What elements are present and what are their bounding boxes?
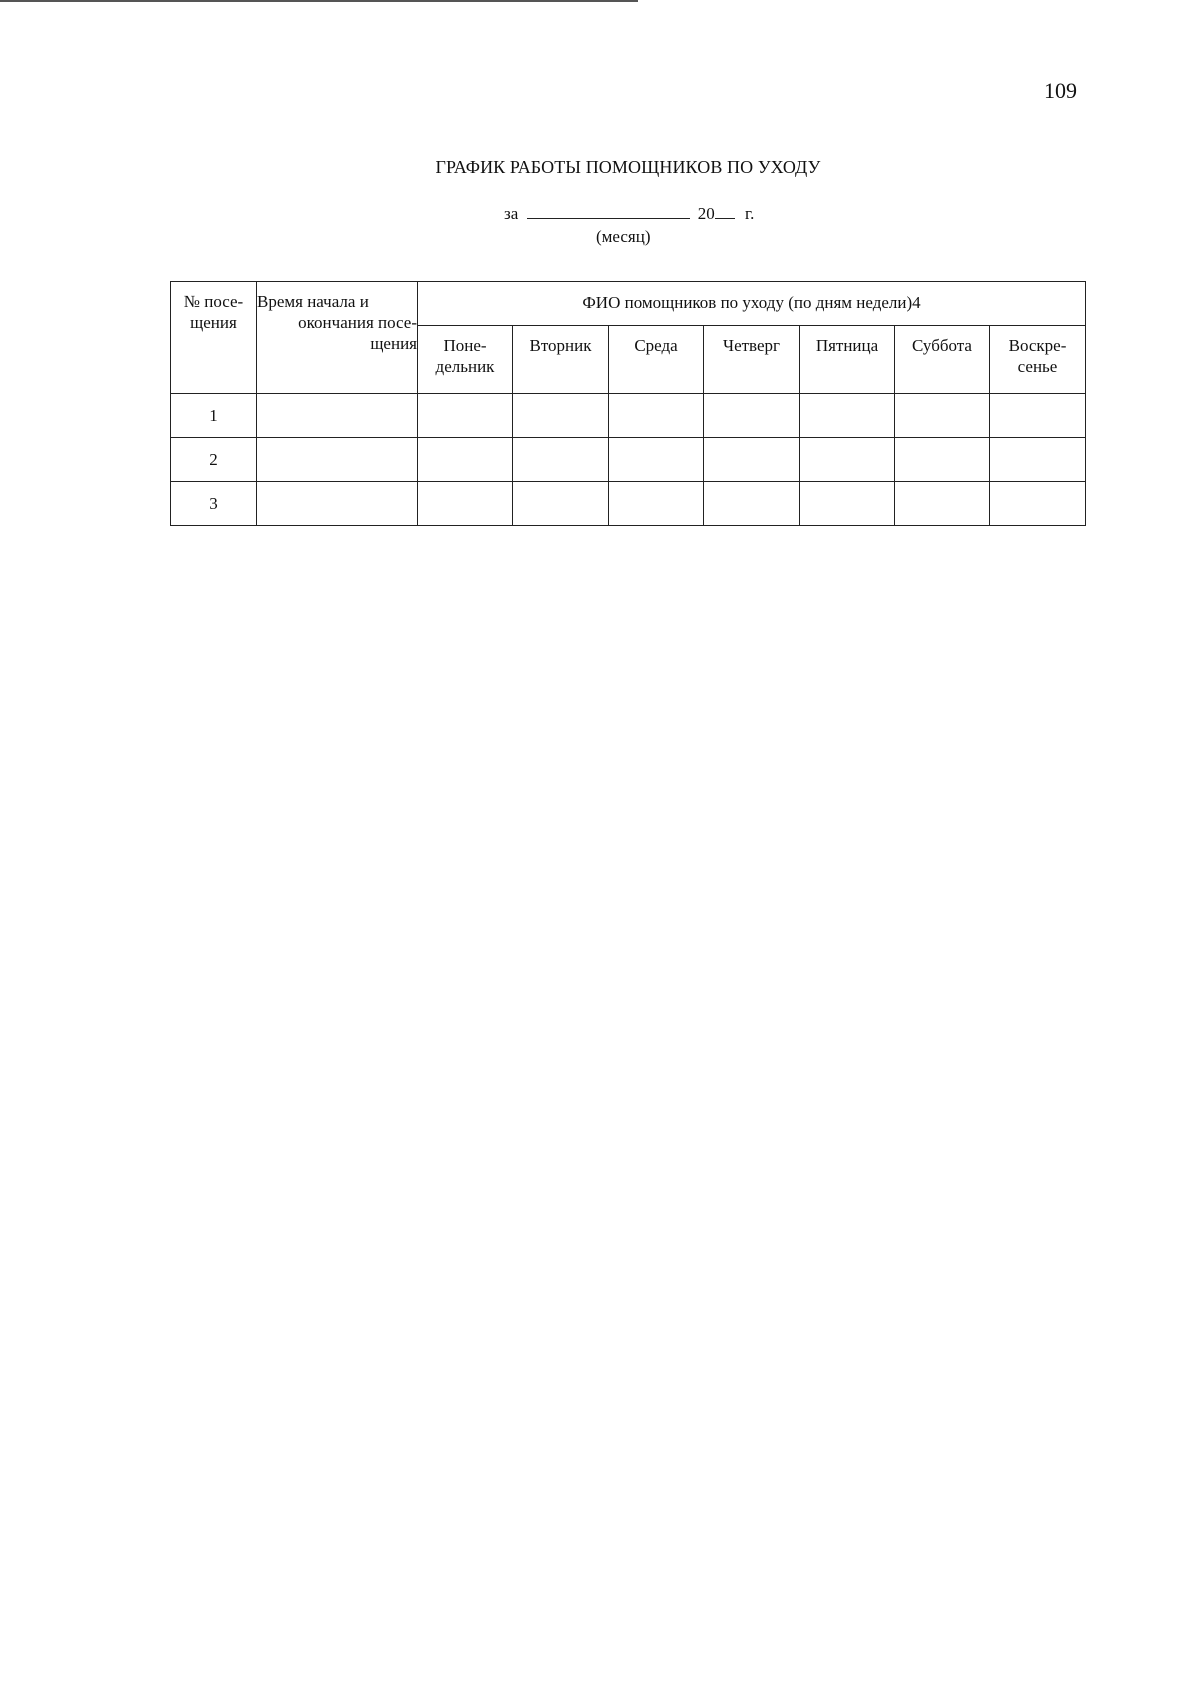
visit-number-header: № посе-щения (171, 282, 257, 394)
thursday-cell[interactable] (704, 394, 800, 438)
day-header-friday: Пятница (800, 326, 895, 394)
visit-number-cell: 3 (171, 482, 257, 526)
tuesday-cell[interactable] (513, 394, 609, 438)
visit-time-header-line1: Время начала и (257, 292, 369, 311)
day-header-tuesday: Вторник (513, 326, 609, 394)
wednesday-cell[interactable] (609, 438, 704, 482)
assistants-by-day-header: ФИО помощников по уходу (по дням недели)4 (418, 282, 1086, 326)
document-title: ГРАФИК РАБОТЫ ПОМОЩНИКОВ ПО УХОДУ (435, 157, 821, 177)
year-blank-field[interactable] (715, 204, 735, 219)
visit-time-cell[interactable] (257, 394, 418, 438)
table-row (171, 438, 1086, 482)
table-row (171, 394, 1086, 438)
visit-time-header-line2: окончания посе-щения (298, 313, 417, 353)
top-edge-rule (0, 0, 638, 2)
day-header-monday: Поне-дельник (418, 326, 513, 394)
day-header-saturday: Суббота (895, 326, 990, 394)
day-header-sunday: Воскре-сенье (990, 326, 1086, 394)
year-suffix: г. (745, 204, 755, 223)
saturday-cell[interactable] (895, 438, 990, 482)
friday-cell[interactable] (800, 394, 895, 438)
monday-cell[interactable] (418, 438, 513, 482)
header-row-1 (171, 282, 1086, 326)
day-header-thursday: Четверг (704, 326, 800, 394)
month-blank-field[interactable] (527, 204, 690, 219)
sunday-cell[interactable] (990, 394, 1086, 438)
schedule-table (170, 281, 1086, 526)
wednesday-cell[interactable] (609, 394, 704, 438)
monday-cell[interactable] (418, 394, 513, 438)
friday-cell[interactable] (800, 438, 895, 482)
monday-cell[interactable] (418, 482, 513, 526)
wednesday-cell[interactable] (609, 482, 704, 526)
visit-time-cell[interactable] (257, 438, 418, 482)
visit-time-header (257, 282, 418, 394)
period-line (504, 204, 754, 222)
friday-cell[interactable] (800, 482, 895, 526)
tuesday-cell[interactable] (513, 482, 609, 526)
visit-number-cell: 2 (171, 438, 257, 482)
month-caption: (месяц) (596, 227, 651, 246)
visit-number-cell: 1 (171, 394, 257, 438)
table-row (171, 482, 1086, 526)
sunday-cell[interactable] (990, 438, 1086, 482)
saturday-cell[interactable] (895, 482, 990, 526)
thursday-cell[interactable] (704, 482, 800, 526)
saturday-cell[interactable] (895, 394, 990, 438)
visit-time-cell[interactable] (257, 482, 418, 526)
page-number: 109 (1044, 78, 1077, 103)
tuesday-cell[interactable] (513, 438, 609, 482)
thursday-cell[interactable] (704, 438, 800, 482)
period-prefix: за (504, 204, 519, 223)
sunday-cell[interactable] (990, 482, 1086, 526)
year-prefix: 20 (697, 204, 715, 223)
day-header-wednesday: Среда (609, 326, 704, 394)
